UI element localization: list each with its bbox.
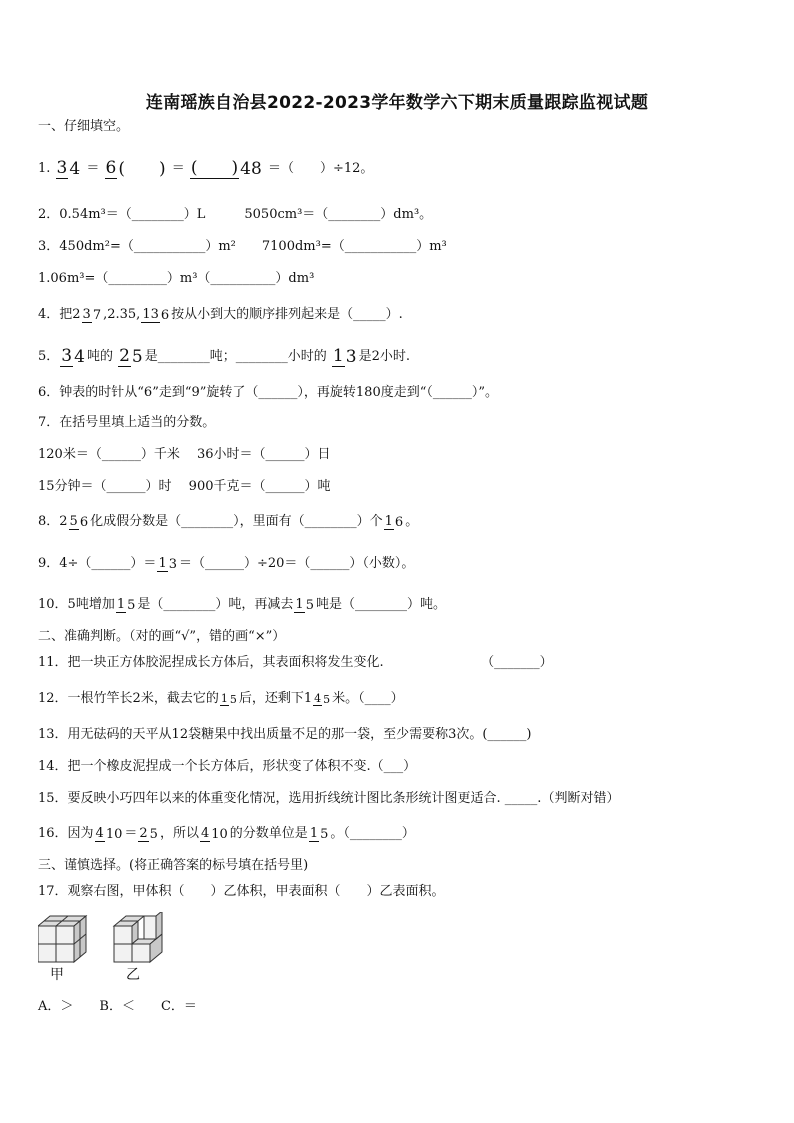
q5-fraction-b: 2 5 xyxy=(119,345,143,367)
question-8 xyxy=(38,503,764,542)
cube-jia-label: 甲 xyxy=(50,967,64,983)
q16-text-2: 的分数单位是 xyxy=(229,826,308,841)
q16-fraction-b: 2 5 xyxy=(139,825,158,842)
question-17-options: A．＞ B．＜ C．＝ xyxy=(38,999,197,1014)
q5-fraction-c: 1 3 xyxy=(332,345,357,367)
q1-tail: ＝（ ）÷12。 xyxy=(267,161,374,176)
question-14: 14．把一个橡皮泥捏成一个长方体后，形状变了体积不变.（___） xyxy=(38,759,417,774)
q12-fraction-b: 4 5 xyxy=(314,691,331,706)
q12-suffix: 米。（____） xyxy=(332,691,404,706)
question-2: 2．0.54m³＝（________）L 5050cm³＝（________）dm³。 xyxy=(38,207,433,222)
q16-mid: ，所以 xyxy=(159,826,199,841)
section-1-heading: 一、仔细填空。 xyxy=(38,119,130,134)
q8-mid: 化成假分数是（________），里面有（________）个 xyxy=(90,514,383,529)
question-7a: 120米＝（______）千米 36小时＝（______）日 xyxy=(38,447,331,462)
q9-fraction: 1 3 xyxy=(158,555,177,572)
question-10 xyxy=(38,586,764,625)
q12-mid: 后，还剩下1 xyxy=(238,691,313,706)
question-3a: 3．450dm²=（___________）m² 7100dm³=（___________）m³ xyxy=(38,239,447,254)
q12-prefix: 12．一根竹竿长2米，截去它的 xyxy=(38,691,219,706)
q10-mid: 是（________）吨，再减去 xyxy=(137,597,294,612)
q9-prefix: 9．4÷（______）＝ xyxy=(38,556,157,571)
question-7: 7．在括号里填上适当的分数。 xyxy=(38,415,216,430)
q1-fraction-a: 3 4 xyxy=(56,157,81,179)
q1-number: 1. xyxy=(38,161,51,176)
question-11: 11．把一块正方体胶泥捏成长方体后，其表面积将发生变化. （_______） xyxy=(38,655,553,670)
q10-fraction-a: 1 5 xyxy=(116,596,136,613)
q16-fraction-d: 1 5 xyxy=(309,825,329,842)
q16-fraction-c: 4 10 xyxy=(200,825,228,842)
cube-yi-label: 乙 xyxy=(126,967,140,983)
q16-fraction-a: 4 10 xyxy=(95,825,123,842)
q4-prefix: 4．把2 xyxy=(38,307,81,322)
question-3b: 1.06m³=（_________）m³（__________）dm³ xyxy=(38,271,315,286)
section-3-heading: 三、谨慎选择。(将正确答案的标号填在括号里) xyxy=(38,858,309,873)
page-title: 连南瑶族自治县2022-2023学年数学六下期末质量跟踪监视试题 xyxy=(145,93,649,113)
cube-yi xyxy=(114,912,162,962)
question-6: 6．钟表的时针从“6”走到“9”旋转了（______），再旋转180度走到“（______）”。 xyxy=(38,385,499,400)
question-17: 17．观察右图，甲体积（ ）乙体积，甲表面积（ ）乙表面积。 xyxy=(38,884,445,899)
q16-suffix: 。（________） xyxy=(330,826,415,841)
question-12 xyxy=(38,680,764,719)
q4-suffix: 按从小到大的顺序排列起来是（_____）. xyxy=(171,307,403,322)
q5-text-3: 是2小时. xyxy=(358,349,410,364)
cube-jia xyxy=(38,916,86,962)
q5-text-1: 吨的 xyxy=(86,349,113,364)
q1-fraction-b: 6 ( ) xyxy=(105,157,166,179)
q5-fraction-a: 3 4 xyxy=(61,345,85,367)
q1-fraction-c: ( ) 48 xyxy=(190,157,262,179)
q1-equals-2: ＝ xyxy=(171,161,185,176)
q8-prefix: 8．2 xyxy=(38,514,68,529)
q4-fraction-b: 13 6 xyxy=(142,306,170,323)
q16-equals: ＝ xyxy=(124,826,138,841)
q16-prefix: 16．因为 xyxy=(38,826,94,841)
q4-mid: ,2.35, xyxy=(103,307,141,322)
q12-fraction-a: 1 5 xyxy=(220,691,237,706)
q9-suffix: ＝（______）÷20＝（______）（小数）。 xyxy=(179,556,415,571)
question-5 xyxy=(38,336,764,379)
q8-fraction-a: 5 6 xyxy=(69,513,89,530)
question-1 xyxy=(38,146,764,193)
q5-text-2: 是________吨；________小时的 xyxy=(144,349,327,364)
q10-fraction-b: 1 5 xyxy=(295,596,314,613)
q8-suffix: 。 xyxy=(405,514,419,529)
q8-fraction-b: 1 6 xyxy=(384,513,404,530)
cube-figures xyxy=(38,912,238,984)
q10-suffix: 吨是（________）吨。 xyxy=(315,597,446,612)
question-4 xyxy=(38,296,764,335)
q1-equals: ＝ xyxy=(86,161,100,176)
question-15: 15．要反映小巧四年以来的体重变化情况，选用折线统计图比条形统计图更适合. _____.（判断对错） xyxy=(38,791,620,806)
question-9 xyxy=(38,545,764,584)
question-7b: 15分钟＝（______）时 900千克＝（______）吨 xyxy=(38,479,331,494)
q5-prefix: 5． xyxy=(38,349,60,364)
section-2-heading: 二、准确判断。（对的画“√”，错的画“×”） xyxy=(38,629,286,644)
question-16 xyxy=(38,815,764,854)
question-13: 13．用无砝码的天平从12袋糖果中找出质量不足的那一袋，至少需要称3次。(______) xyxy=(38,727,532,742)
q4-fraction-a: 3 7 xyxy=(82,306,102,323)
q10-prefix: 10．5吨增加 xyxy=(38,597,115,612)
